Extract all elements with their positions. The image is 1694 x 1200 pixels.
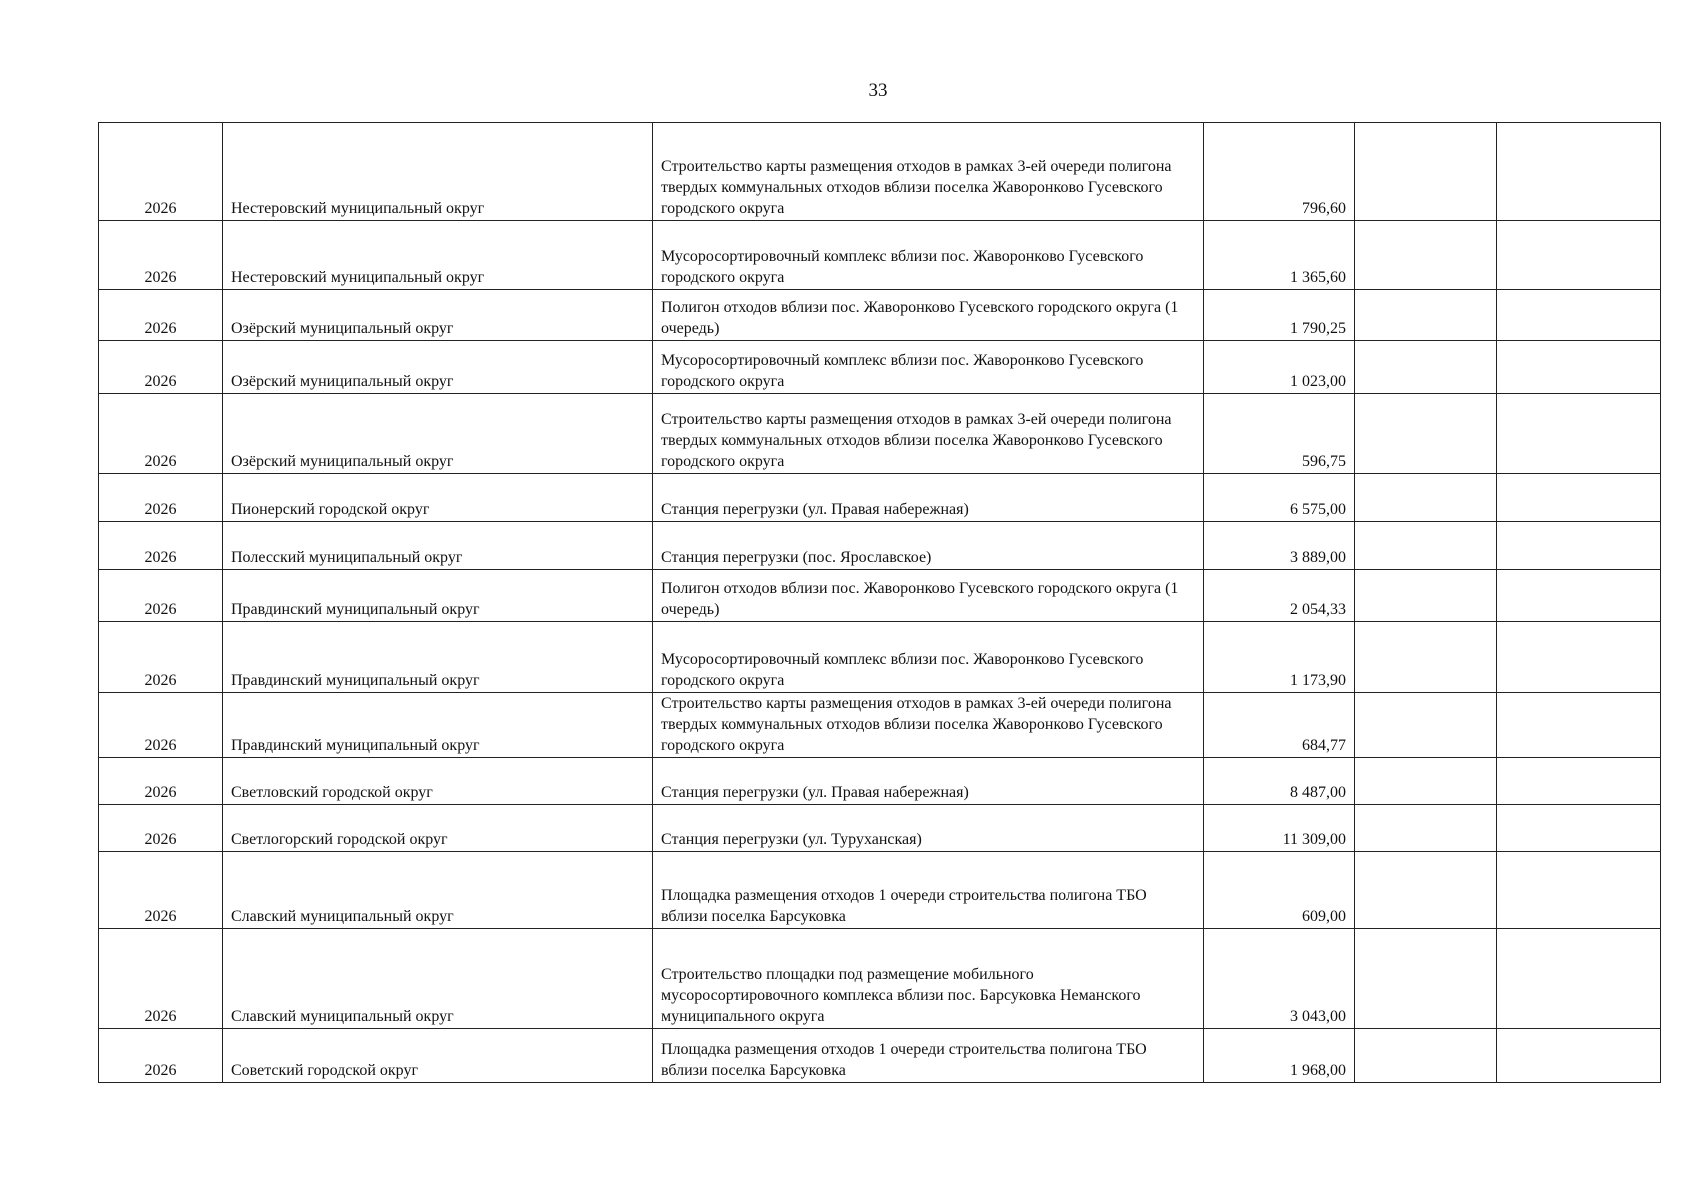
object-cell: Площадка размещения отходов 1 очереди строительства полигона ТБО вблизи поселка Барсуковка — [653, 1029, 1204, 1083]
empty-cell — [1355, 290, 1497, 341]
year-cell: 2026 — [99, 622, 223, 693]
table-row — [99, 929, 1661, 1029]
year-cell: 2026 — [99, 805, 223, 852]
municipality-cell: Нестеровский муниципальный округ — [223, 221, 653, 290]
municipality-cell: Светловский городской округ — [223, 758, 653, 805]
amount-cell: 1 365,60 — [1204, 221, 1355, 290]
year-cell: 2026 — [99, 522, 223, 570]
municipality-cell: Полесский муниципальный округ — [223, 522, 653, 570]
object-cell: Станция перегрузки (ул. Правая набережная) — [653, 758, 1204, 805]
table-row — [99, 570, 1661, 622]
municipality-cell: Озёрский муниципальный округ — [223, 394, 653, 474]
year-cell: 2026 — [99, 221, 223, 290]
table-row — [99, 852, 1661, 929]
empty-cell — [1497, 1029, 1661, 1083]
table-row — [99, 758, 1661, 805]
municipality-cell: Правдинский муниципальный округ — [223, 570, 653, 622]
table-body — [99, 123, 1661, 1083]
page-number: 33 — [868, 80, 888, 101]
object-cell: Станция перегрузки (пос. Ярославское) — [653, 522, 1204, 570]
object-cell: Строительство карты размещения отходов в рамках 3-ей очереди полигона твердых коммунальных отходов вблизи поселка Жаворонково Гусевского городского округа — [653, 693, 1204, 758]
table-row — [99, 290, 1661, 341]
municipality-cell: Правдинский муниципальный округ — [223, 693, 653, 758]
empty-cell — [1355, 221, 1497, 290]
object-cell: Мусоросортировочный комплекс вблизи пос. Жаворонково Гусевского городского округа — [653, 622, 1204, 693]
municipality-cell: Славский муниципальный округ — [223, 852, 653, 929]
amount-cell: 11 309,00 — [1204, 805, 1355, 852]
empty-cell — [1355, 1029, 1497, 1083]
object-cell: Строительство площадки под размещение мобильного мусоросортировочного комплекса вблизи пос. Барсуковка Неманского муниципального округа — [653, 929, 1204, 1029]
year-cell: 2026 — [99, 123, 223, 221]
amount-cell: 1 968,00 — [1204, 1029, 1355, 1083]
amount-cell: 684,77 — [1204, 693, 1355, 758]
municipality-cell: Нестеровский муниципальный округ — [223, 123, 653, 221]
municipality-cell: Правдинский муниципальный округ — [223, 622, 653, 693]
year-cell: 2026 — [99, 341, 223, 394]
amount-cell: 796,60 — [1204, 123, 1355, 221]
amount-cell: 3 889,00 — [1204, 522, 1355, 570]
empty-cell — [1497, 758, 1661, 805]
empty-cell — [1355, 805, 1497, 852]
empty-cell — [1355, 474, 1497, 522]
year-cell: 2026 — [99, 929, 223, 1029]
amount-cell: 3 043,00 — [1204, 929, 1355, 1029]
empty-cell — [1497, 693, 1661, 758]
table-row — [99, 221, 1661, 290]
year-cell: 2026 — [99, 474, 223, 522]
amount-cell: 596,75 — [1204, 394, 1355, 474]
table-row — [99, 394, 1661, 474]
municipality-cell: Озёрский муниципальный округ — [223, 341, 653, 394]
empty-cell — [1355, 929, 1497, 1029]
table-row — [99, 693, 1661, 758]
year-cell: 2026 — [99, 1029, 223, 1083]
empty-cell — [1355, 522, 1497, 570]
empty-cell — [1497, 852, 1661, 929]
empty-cell — [1355, 570, 1497, 622]
amount-cell: 8 487,00 — [1204, 758, 1355, 805]
amount-cell: 6 575,00 — [1204, 474, 1355, 522]
amount-cell: 1 173,90 — [1204, 622, 1355, 693]
table-row — [99, 474, 1661, 522]
empty-cell — [1497, 805, 1661, 852]
object-cell: Площадка размещения отходов 1 очереди строительства полигона ТБО вблизи поселка Барсуковка — [653, 852, 1204, 929]
empty-cell — [1497, 394, 1661, 474]
allocation-table — [98, 122, 1661, 1083]
empty-cell — [1355, 622, 1497, 693]
object-cell: Строительство карты размещения отходов в рамках 3-ей очереди полигона твердых коммунальных отходов вблизи поселка Жаворонково Гусевского городского округа — [653, 123, 1204, 221]
empty-cell — [1497, 570, 1661, 622]
empty-cell — [1497, 929, 1661, 1029]
empty-cell — [1497, 221, 1661, 290]
empty-cell — [1355, 693, 1497, 758]
empty-cell — [1355, 123, 1497, 221]
table-row — [99, 805, 1661, 852]
year-cell: 2026 — [99, 852, 223, 929]
table-row — [99, 341, 1661, 394]
empty-cell — [1497, 341, 1661, 394]
year-cell: 2026 — [99, 693, 223, 758]
object-cell: Мусоросортировочный комплекс вблизи пос. Жаворонково Гусевского городского округа — [653, 221, 1204, 290]
year-cell: 2026 — [99, 394, 223, 474]
amount-cell: 2 054,33 — [1204, 570, 1355, 622]
municipality-cell: Озёрский муниципальный округ — [223, 290, 653, 341]
table-row — [99, 522, 1661, 570]
municipality-cell: Светлогорский городской округ — [223, 805, 653, 852]
municipality-cell: Советский городской округ — [223, 1029, 653, 1083]
municipality-cell: Славский муниципальный округ — [223, 929, 653, 1029]
table-row — [99, 123, 1661, 221]
year-cell: 2026 — [99, 290, 223, 341]
object-cell: Полигон отходов вблизи пос. Жаворонково Гусевского городского округа (1 очередь) — [653, 290, 1204, 341]
object-cell: Полигон отходов вблизи пос. Жаворонково Гусевского городского округа (1 очередь) — [653, 570, 1204, 622]
empty-cell — [1355, 341, 1497, 394]
object-cell: Станция перегрузки (ул. Туруханская) — [653, 805, 1204, 852]
amount-cell: 1 023,00 — [1204, 341, 1355, 394]
object-cell: Станция перегрузки (ул. Правая набережная) — [653, 474, 1204, 522]
empty-cell — [1355, 394, 1497, 474]
empty-cell — [1497, 474, 1661, 522]
amount-cell: 609,00 — [1204, 852, 1355, 929]
table-row — [99, 622, 1661, 693]
object-cell: Мусоросортировочный комплекс вблизи пос. Жаворонково Гусевского городского округа — [653, 341, 1204, 394]
empty-cell — [1355, 758, 1497, 805]
year-cell: 2026 — [99, 570, 223, 622]
municipality-cell: Пионерский городской округ — [223, 474, 653, 522]
empty-cell — [1497, 522, 1661, 570]
object-cell: Строительство карты размещения отходов в рамках 3-ей очереди полигона твердых коммунальных отходов вблизи поселка Жаворонково Гусевского городского округа — [653, 394, 1204, 474]
empty-cell — [1497, 290, 1661, 341]
amount-cell: 1 790,25 — [1204, 290, 1355, 341]
table-row — [99, 1029, 1661, 1083]
year-cell: 2026 — [99, 758, 223, 805]
empty-cell — [1497, 622, 1661, 693]
empty-cell — [1497, 123, 1661, 221]
empty-cell — [1355, 852, 1497, 929]
